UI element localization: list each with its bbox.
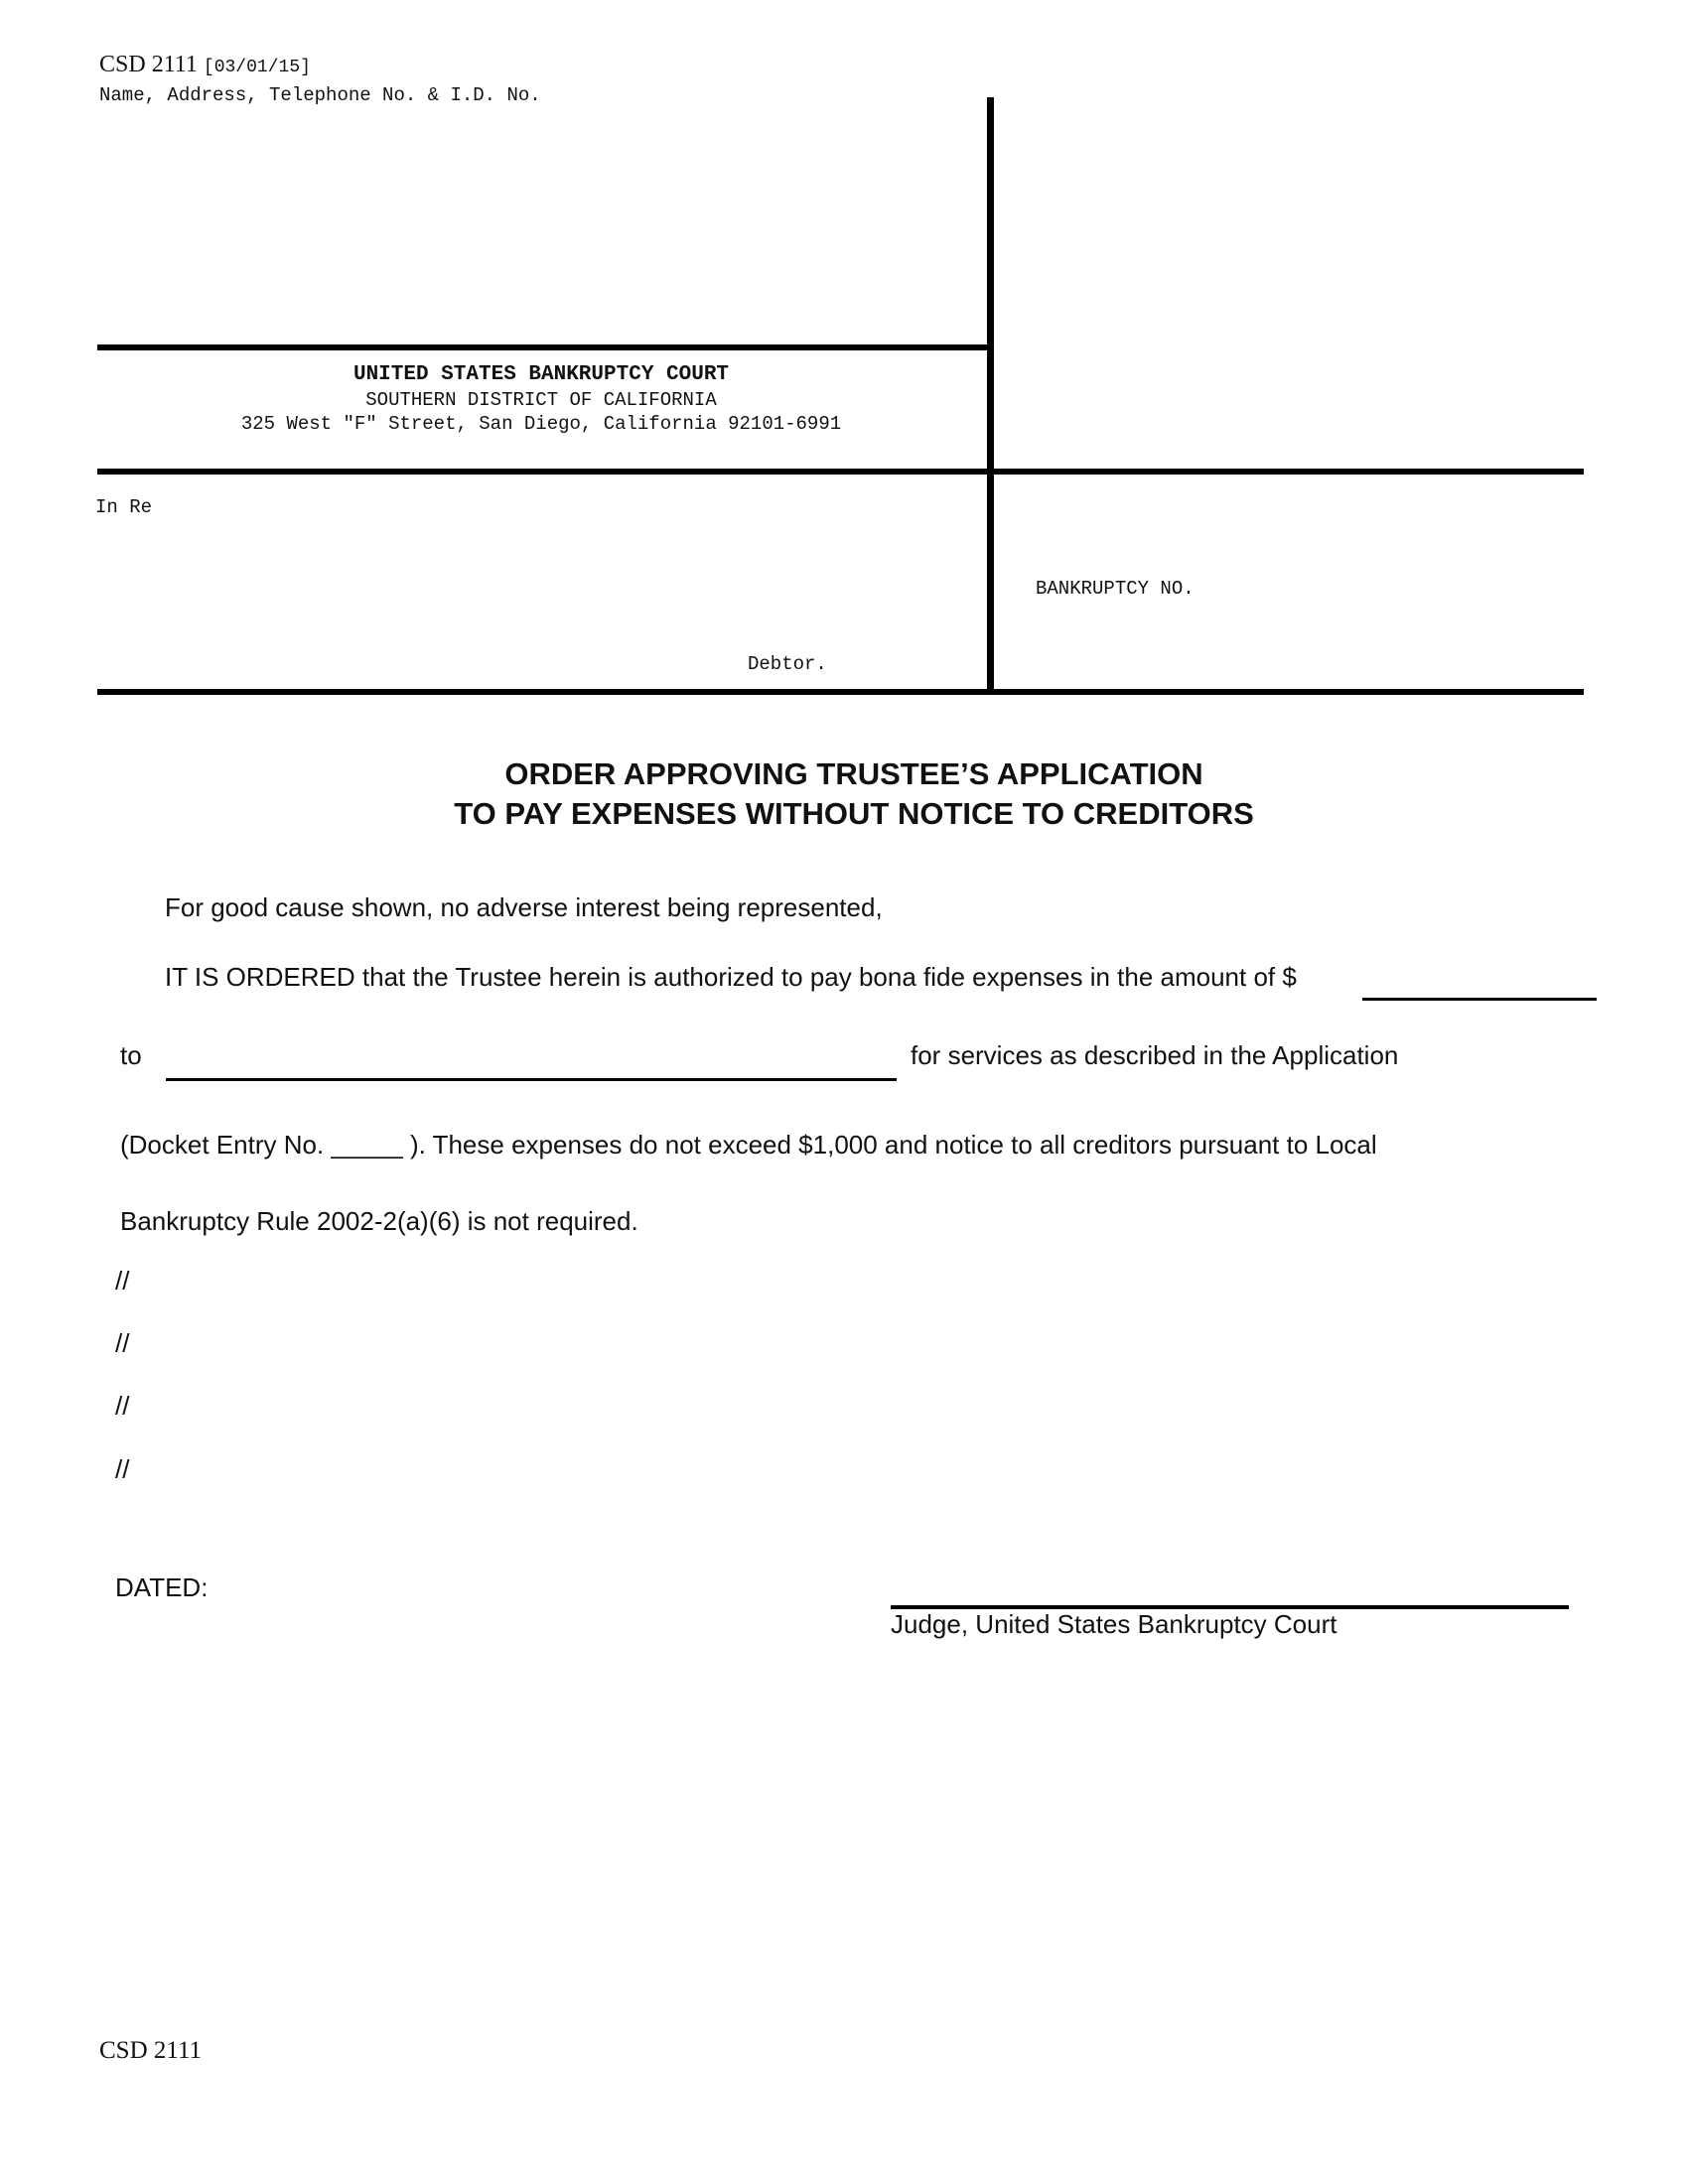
order-title-line-1: ORDER APPROVING TRUSTEE’S APPLICATION <box>504 756 1203 791</box>
court-top-rule <box>97 344 990 350</box>
form-number-header <box>99 52 311 78</box>
caption-vertical-divider <box>987 97 994 693</box>
to-label: to <box>120 1040 142 1070</box>
docket-suffix: ). These expenses do not exceed $1,000 and notice to all creditors pursuant to Local <box>409 1130 1377 1160</box>
court-address: 325 West "F" Street, San Diego, California 92101-6991 <box>240 413 842 435</box>
bankruptcy-number-label: BANKRUPTCY NO. <box>1036 578 1195 600</box>
caption-middle-rule <box>97 469 1584 475</box>
ordered-paragraph: IT IS ORDERED that the Trustee herein is authorized to pay bona fide expenses in the amount of $ <box>165 962 1297 992</box>
continuation-mark: // <box>115 1391 130 1421</box>
docket-prefix: (Docket Entry No. <box>120 1130 325 1160</box>
dated-label: DATED: <box>115 1572 209 1602</box>
footer-form-number: CSD 2111 <box>99 2037 203 2064</box>
court-block <box>99 362 983 436</box>
continuation-mark: // <box>115 1328 130 1358</box>
continuation-mark: // <box>115 1454 130 1484</box>
caption-bottom-rule <box>97 689 1584 695</box>
form-revision: [03/01/15] <box>203 58 311 77</box>
rule-sentence: Bankruptcy Rule 2002-2(a)(6) is not required. <box>120 1206 638 1236</box>
attorney-info-label: Name, Address, Telephone No. & I.D. No. <box>99 84 541 106</box>
form-number: CSD 2111 <box>99 52 198 77</box>
order-title <box>99 754 1609 834</box>
amount-blank-line[interactable] <box>1362 998 1597 1001</box>
payee-blank-line[interactable] <box>166 1078 897 1081</box>
in-re-label: In Re <box>95 496 153 518</box>
docket-sentence <box>120 1130 1377 1160</box>
good-cause-paragraph: For good cause shown, no adverse interest being represented, <box>165 892 883 922</box>
order-title-line-2: TO PAY EXPENSES WITHOUT NOTICE TO CREDITORS <box>454 796 1254 831</box>
docket-entry-blank[interactable]: _____ <box>331 1130 403 1160</box>
services-text: for services as described in the Application <box>911 1040 1399 1070</box>
court-name: UNITED STATES BANKRUPTCY COURT <box>352 363 730 386</box>
debtor-label: Debtor. <box>748 653 827 675</box>
judge-label: Judge, United States Bankruptcy Court <box>891 1609 1337 1639</box>
court-district: SOUTHERN DISTRICT OF CALIFORNIA <box>365 389 717 411</box>
continuation-mark: // <box>115 1266 130 1296</box>
